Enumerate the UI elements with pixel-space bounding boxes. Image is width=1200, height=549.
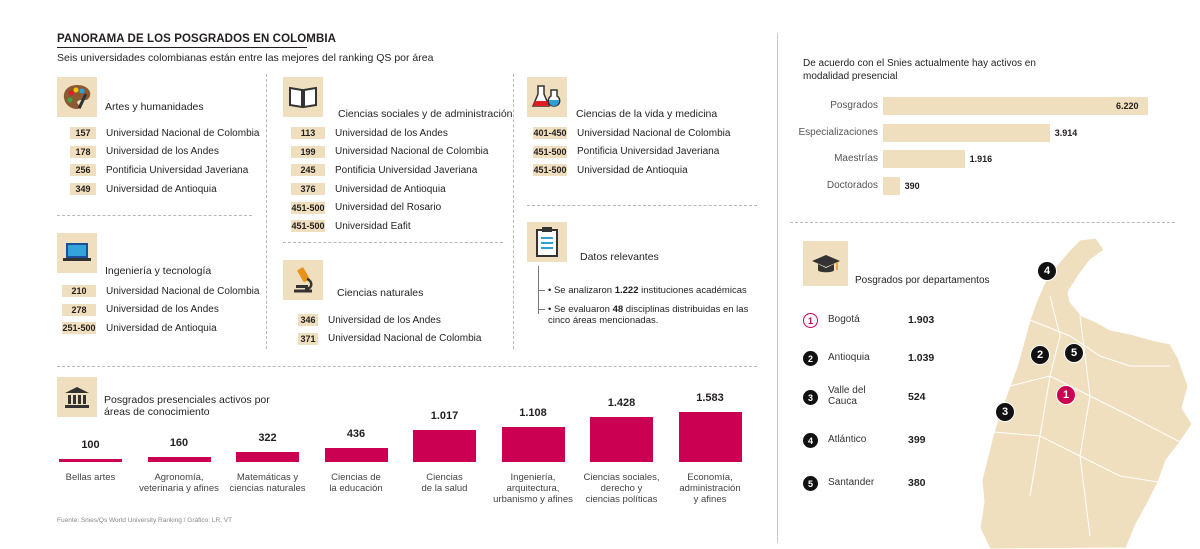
vbar-category-label — [660, 472, 760, 505]
hbar-value-label: 6.220 — [1116, 101, 1139, 111]
hbar-value-label: 390 — [904, 180, 920, 191]
department-number: 1 — [803, 313, 818, 328]
university-name: Universidad Nacional de Colombia — [106, 127, 260, 139]
university-name: Universidad de los Andes — [335, 127, 448, 139]
rank-badge: 157 — [70, 127, 96, 139]
chart-title-snies: De acuerdo con el Snies actualmente hay activos en modalidad presencial — [803, 58, 1036, 82]
map-marker-antioquia: 2 — [1030, 345, 1050, 365]
university-name: Universidad del Rosario — [335, 202, 442, 214]
university-name: Universidad de Antioquia — [335, 183, 446, 195]
department-name: Bogotá — [828, 314, 860, 325]
rank-badge: 251-500 — [62, 323, 96, 334]
vbar-category-label — [41, 472, 141, 483]
vbar-category-line: Matemáticas y — [236, 472, 299, 483]
department-name: Santander — [828, 477, 875, 488]
vbar-category-label — [395, 472, 495, 494]
university-name: Universidad Nacional de Colombia — [577, 127, 731, 139]
hbar-category-label: Doctorados — [826, 179, 878, 191]
rank-badge: 376 — [291, 183, 325, 195]
department-value: 524 — [908, 391, 926, 403]
divider — [266, 74, 267, 349]
vbar-category-line: Economía, — [687, 472, 733, 483]
department-name: Atlántico — [828, 434, 867, 445]
divider — [513, 74, 514, 349]
datos-connector — [538, 290, 545, 291]
ranking-row — [62, 282, 259, 301]
department-value: 399 — [908, 434, 926, 446]
university-name: Universidad Eafit — [335, 220, 411, 232]
ranking-row — [70, 124, 259, 143]
title-divider — [57, 47, 307, 48]
ranking-row — [533, 161, 730, 180]
ranking-row — [298, 311, 481, 330]
university-name: Pontificia Universidad Javeriana — [335, 164, 478, 176]
university-name: Universidad de los Andes — [106, 304, 219, 316]
university-name: Universidad de los Andes — [106, 146, 219, 158]
divider — [57, 366, 757, 367]
laptop-icon — [57, 233, 97, 273]
ranking-row — [291, 180, 488, 199]
divider — [283, 242, 503, 243]
section-title-artes: Artes y humanidades — [105, 101, 204, 113]
vbar — [590, 417, 653, 462]
vbar-category-line: administración — [679, 483, 741, 494]
department-value: 1.039 — [908, 352, 935, 364]
vbar-value-label: 1.108 — [519, 407, 547, 419]
department-number: 4 — [803, 433, 818, 448]
university-name: Universidad de Antioquia — [106, 322, 217, 334]
vbar — [679, 412, 742, 462]
ranking-row — [62, 319, 259, 338]
hbar — [883, 150, 965, 168]
university-name: Universidad Nacional de Colombia — [335, 146, 489, 158]
department-number: 5 — [803, 476, 818, 491]
vbar-category-line: la educación — [329, 483, 383, 494]
department-value: 1.903 — [908, 314, 935, 326]
map-marker-bogota: 1 — [1056, 385, 1076, 405]
hbar-value-label: 1.916 — [969, 154, 993, 164]
vbar — [413, 430, 476, 462]
vbar-category-line: Ciencias de — [331, 472, 381, 483]
ranking-row — [291, 143, 488, 162]
dato-disciplinas: • Se evaluaron 48 disciplinas distribuidas en las cinco áreas mencionadas. — [548, 304, 749, 326]
building-icon — [57, 377, 97, 417]
vbar-category-line: derecho y — [600, 483, 643, 494]
section-title-vida: Ciencias de la vida y medicina — [576, 108, 718, 120]
divider — [527, 205, 757, 206]
clipboard-icon — [527, 222, 567, 262]
rank-badge: 451-500 — [533, 165, 567, 176]
vbar — [325, 448, 388, 462]
hbar-value-label: 3.914 — [1054, 127, 1078, 138]
university-name: Pontificia Universidad Javeriana — [106, 164, 249, 176]
rank-badge: 278 — [62, 304, 96, 316]
rank-badge: 245 — [291, 164, 325, 176]
microscope-icon — [283, 260, 323, 300]
university-name: Universidad de Antioquia — [577, 164, 688, 176]
map-marker-atlantico: 4 — [1037, 261, 1057, 281]
hbar — [883, 177, 900, 195]
vbar-category-line: Ciencias sociales, — [583, 472, 660, 483]
datos-connector — [538, 309, 545, 310]
university-name: Universidad de Antioquia — [106, 183, 217, 195]
vbar-category-line: Ingeniería, arquitectura, — [506, 472, 560, 494]
divider — [790, 222, 1175, 223]
ranking-row — [70, 161, 259, 180]
university-name: Universidad Nacional de Colombia — [106, 285, 260, 297]
rank-badge: 451-500 — [291, 202, 325, 213]
ranking-row — [70, 143, 259, 162]
ranking-list-naturales — [298, 311, 481, 348]
hbar — [883, 124, 1050, 142]
section-title-ingenieria: Ingeniería y tecnología — [105, 265, 212, 277]
ranking-row — [291, 124, 488, 143]
ranking-list-artes — [70, 124, 259, 198]
rank-badge: 401-450 — [533, 128, 567, 139]
vbar-category-line: Bellas artes — [65, 472, 116, 483]
hbar-category-label: Especializaciones — [798, 126, 878, 138]
section-title-sociales: Ciencias sociales y de administración — [338, 108, 513, 120]
map-marker-valle: 3 — [995, 402, 1015, 422]
vbar-category-line: ciencias políticas — [585, 494, 658, 505]
palette-icon — [57, 77, 97, 117]
section-title-naturales: Ciencias naturales — [337, 287, 424, 299]
page-subtitle: Seis universidades colombianas están entre las mejores del ranking QS por área — [57, 52, 434, 64]
department-number: 3 — [803, 390, 818, 405]
vbar-category-label — [306, 472, 406, 494]
department-number: 2 — [803, 351, 818, 366]
vbar-category-label — [483, 472, 583, 505]
vbar-value-label: 436 — [346, 428, 366, 441]
rank-badge: 210 — [62, 285, 96, 297]
vbar-category-label — [218, 472, 318, 494]
graduation-cap-icon — [803, 241, 848, 286]
hbar — [883, 97, 1148, 115]
vbar-value-label: 322 — [258, 431, 277, 444]
book-icon — [283, 77, 323, 117]
page-title: PANORAMA DE LOS POSGRADOS EN COLOMBIA — [57, 33, 337, 45]
vbar — [236, 452, 299, 462]
ranking-row — [291, 161, 488, 180]
department-value: 380 — [908, 477, 926, 489]
rank-badge: 349 — [70, 183, 96, 195]
source-note: Fuente: Snies/Qs World University Ranking / Gráfico: LR, VT — [57, 517, 233, 524]
vbar — [59, 459, 122, 462]
ranking-row — [533, 143, 730, 162]
vbar-value-label: 1.428 — [607, 396, 636, 409]
ranking-row — [291, 217, 488, 236]
university-name: Universidad de los Andes — [328, 314, 441, 326]
chart-title-departamentos: Posgrados por departamentos — [855, 275, 990, 286]
university-name: Pontificia Universidad Javeriana — [577, 146, 720, 158]
vbar-value-label: 160 — [169, 436, 189, 449]
vbar-category-line: Ciencias — [426, 472, 463, 483]
hbar-category-label: Posgrados — [830, 100, 878, 111]
chart-title-areas: Posgrados presenciales activos por áreas de conocimiento — [104, 394, 270, 418]
vbar-category-line: veterinaria y afines — [139, 483, 219, 494]
section-title-datos: Datos relevantes — [580, 251, 659, 263]
flask-icon — [527, 77, 567, 117]
rank-badge: 346 — [298, 314, 318, 326]
ranking-row — [70, 180, 259, 199]
vbar-category-line: urbanismo y afines — [493, 494, 573, 505]
rank-badge: 256 — [70, 164, 96, 176]
vbar-category-line: ciencias naturales — [229, 483, 306, 494]
vbar-category-label — [129, 472, 229, 494]
vbar-category-line: de la salud — [421, 483, 468, 494]
column-divider — [777, 33, 778, 543]
rank-badge: 451-500 — [291, 221, 325, 232]
map-marker-santander: 5 — [1064, 343, 1084, 363]
vbar-category-label — [572, 472, 672, 505]
rank-badge: 371 — [298, 333, 318, 345]
dato-instituciones: • Se analizaron 1.222 instituciones académicas — [548, 285, 747, 296]
ranking-row — [291, 198, 488, 217]
ranking-row — [533, 124, 730, 143]
vbar — [148, 457, 211, 462]
vbar-value-label: 100 — [81, 438, 100, 451]
divider — [57, 215, 252, 216]
ranking-list-vida — [533, 124, 730, 180]
rank-badge: 199 — [291, 146, 325, 158]
department-name: Valle del Cauca — [828, 385, 866, 407]
vbar-value-label: 1.583 — [696, 392, 724, 404]
vbar-value-label: 1.017 — [430, 409, 459, 422]
ranking-list-ingenieria — [62, 282, 259, 338]
rank-badge: 178 — [70, 146, 96, 158]
rank-badge: 113 — [291, 127, 325, 139]
university-name: Universidad Nacional de Colombia — [328, 333, 482, 345]
rank-badge: 451-500 — [533, 146, 567, 157]
ranking-row — [62, 301, 259, 320]
department-name: Antioquia — [828, 352, 870, 363]
ranking-list-sociales — [291, 124, 488, 236]
vbar-category-line: y afines — [693, 494, 727, 505]
ranking-row — [298, 330, 481, 349]
vbar — [502, 427, 565, 462]
hbar-category-label: Maestrías — [834, 153, 878, 164]
vbar-category-line: Agronomía, — [154, 472, 204, 483]
